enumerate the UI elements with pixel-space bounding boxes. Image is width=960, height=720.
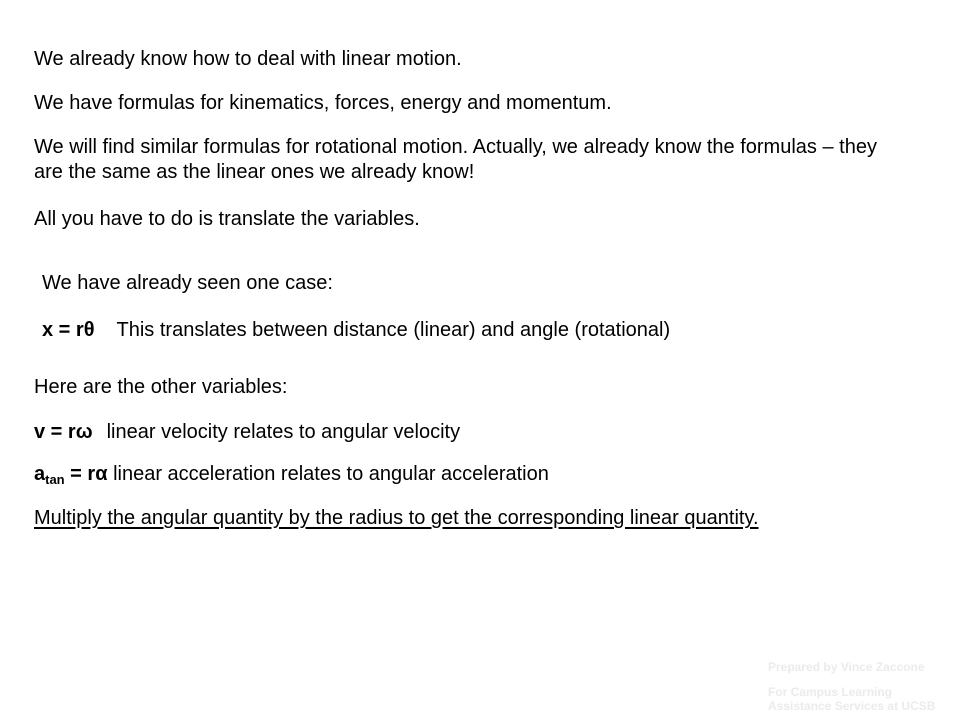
acceleration-symbol: a [34,463,46,485]
velocity-description: linear velocity relates to angular velocity [106,421,461,443]
acceleration-description: linear acceleration relates to angular acceleration [113,463,549,485]
angle-formula: x = rθ [42,319,95,341]
acceleration-formula-rest: = rα [64,463,108,485]
intro-line-1: We already know how to deal with linear motion. [34,48,462,70]
intro-line-2: We have formulas for kinematics, forces, energy and momentum. [34,92,612,114]
velocity-formula: v = rω [34,421,93,443]
footer-for-line-2: Assistance Services at UCSB [768,699,936,713]
acceleration-row [34,462,549,487]
seen-case-heading: We have already seen one case: [42,272,333,294]
angle-formula-description: This translates between distance (linear) and angle (rotational) [116,319,671,341]
footer-for-line-1: For Campus Learning [768,685,893,699]
intro-line-3: We will find similar formulas for rotational motion. Actually, we already know the formulas – they are the same as the linear ones we already know! [34,136,877,183]
velocity-row [34,420,460,445]
acceleration-subscript: tan [45,472,65,487]
other-variables-heading: Here are the other variables: [34,376,288,398]
summary-line: Multiply the angular quantity by the radius to get the corresponding linear quantity. [34,507,759,529]
intro-line-4: All you have to do is translate the variables. [34,208,420,230]
footer-prepared-by: Prepared by Vince Zaccone [768,660,925,674]
acceleration-formula [34,463,108,485]
seen-case-row [42,318,670,343]
